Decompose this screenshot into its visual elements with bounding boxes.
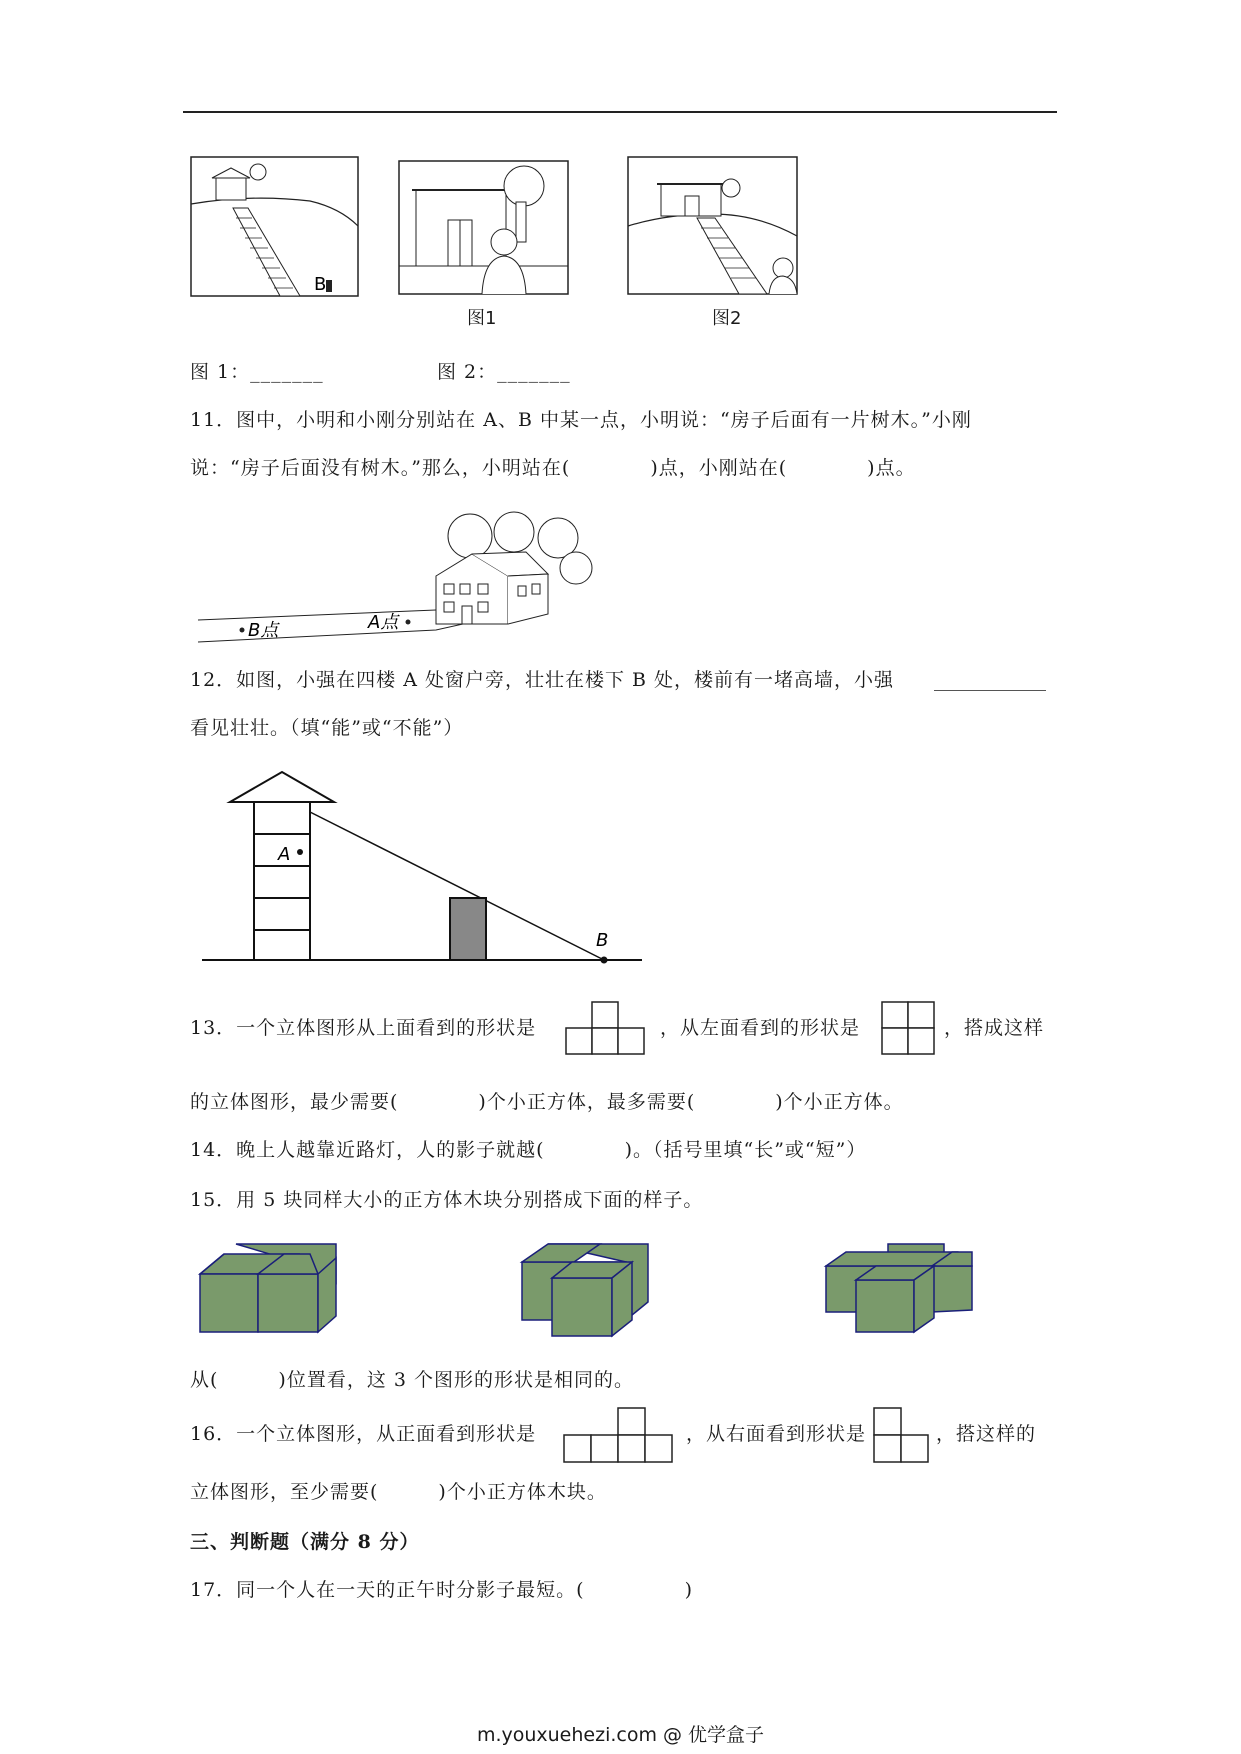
q10-answer-2[interactable]: 图 2：_______: [437, 361, 571, 383]
q12-label-b: B: [596, 930, 609, 951]
q10-picture-2: [627, 156, 799, 296]
q13-text-part1: 13．一个立体图形从上面看到的形状是: [190, 1017, 537, 1039]
q13-text-line2: 的立体图形，最少需要( )个小正方体，最多需要( )个小正方体。: [190, 1091, 904, 1113]
q10-picture-scene: [190, 156, 360, 298]
q10-caption-1: 图1: [467, 308, 497, 329]
header-rule: [183, 111, 1057, 113]
q11-label-a: A点: [368, 612, 399, 633]
q12-text-line1: 12．如图，小强在四楼 A 处窗户旁，壮壮在楼下 B 处，楼前有一堵高墙，小强: [190, 669, 895, 691]
q11-label-b: B点: [248, 620, 279, 641]
q13-left-view-shape: [880, 1000, 936, 1056]
q13-top-view-shape: [564, 1000, 648, 1056]
q16-text-line2: 立体图形，至少需要( )个小正方体木块。: [190, 1481, 607, 1503]
q10-answer-1[interactable]: 图 1：_______: [190, 361, 324, 383]
q15-block-figure-1: [200, 1240, 340, 1336]
q12-building-diagram: [200, 770, 650, 970]
q10-caption-2: 图2: [712, 308, 742, 329]
q13-text-part3: ，搭成这样: [944, 1017, 1045, 1039]
q12-label-a: A: [278, 844, 291, 865]
q16-text-part2: ，从右面看到形状是: [686, 1423, 867, 1445]
q16-text-part1: 16．一个立体图形，从正面看到形状是: [190, 1423, 537, 1445]
q10-picture-1: [398, 160, 570, 296]
q15-block-figure-2: [522, 1240, 654, 1336]
q10-label-b: B: [314, 274, 327, 295]
q16-text-part3: ，搭这样的: [936, 1423, 1037, 1445]
q11-house-picture: [196, 514, 616, 646]
q17-text-line1: 17．同一个人在一天的正午时分影子最短。( ): [190, 1579, 694, 1601]
q12-answer-blank[interactable]: [934, 690, 1046, 691]
q16-front-view-shape: [562, 1406, 674, 1464]
section-heading: 三、判断题（满分 8 分）: [190, 1531, 420, 1553]
q11-text-line1: 11．图中，小明和小刚分别站在 A、B 中某一点，小明说：“房子后面有一片树木。”小刚: [190, 409, 972, 431]
q15-text-line1: 15．用 5 块同样大小的正方体木块分别搭成下面的样子。: [190, 1189, 704, 1211]
q12-text-line2: 看见壮壮。（填“能”或“不能”）: [190, 717, 464, 739]
q15-block-figure-3: [826, 1240, 974, 1336]
q14-text-line1: 14．晚上人越靠近路灯，人的影子就越( )。（括号里填“长”或“短”）: [190, 1139, 867, 1161]
footer-watermark: m.youxuehezi.com @ 优学盒子: [476, 1724, 765, 1746]
q13-text-part2: ，从左面看到的形状是: [660, 1017, 861, 1039]
q15-text-line2: 从( )位置看，这 3 个图形的形状是相同的。: [190, 1369, 634, 1391]
q16-right-view-shape: [872, 1406, 930, 1464]
q11-text-line2: 说：“房子后面没有树木。”那么，小明站在( )点，小刚站在( )点。: [190, 457, 916, 479]
